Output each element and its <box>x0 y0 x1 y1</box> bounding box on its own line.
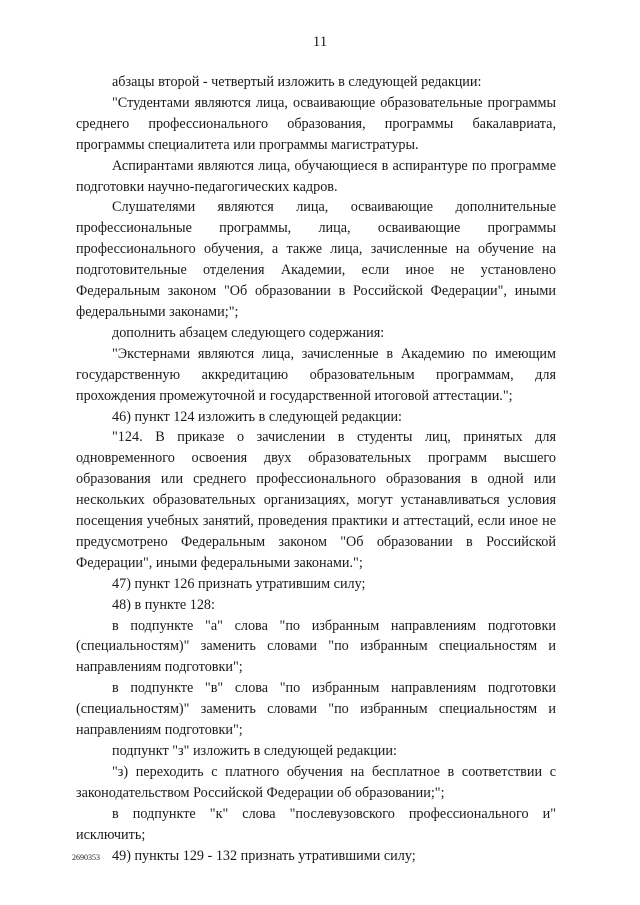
paragraph: "Студентами являются лица, осваивающие образовательные программы среднего профессионального образования, программы бакалавриата, программы специалитета или программы магистратуры. <box>76 94 556 153</box>
paragraph: "з) переходить с платного обучения на бесплатное в соответствии с законодательством Российской Федерации об образовании;"; <box>76 763 556 801</box>
paragraph: в подпункте "в" слова "по избранным направлениям подготовки (специальностям)" заменить словами "по избранным специальностям и направлениям подготовки"; <box>76 680 556 739</box>
paragraph: абзацы второй - четвертый изложить в следующей редакции: <box>112 74 482 90</box>
paragraph: в подпункте "к" слова "послевузовского профессионального и" исключить; <box>76 805 556 843</box>
document-code: 2690353 <box>72 853 100 862</box>
paragraph: 46) пункт 124 изложить в следующей редакции: <box>112 408 402 425</box>
paragraph: "124. В приказе о зачислении в студенты лиц, принятых для одновременного освоения двух образовательных программ высшего образования или среднего профессионального образования в одной или нескольких образовательных организациях, могут устанавливаться условия посещения учебных занятий, проведения практики и аттестаций, если иное не предусмотрено Федеральным законом "Об образовании в Российской Федерации", иными федеральными законами."; <box>76 429 556 571</box>
paragraph: дополнить абзацем следующего содержания: <box>112 324 385 341</box>
paragraph: в подпункте "а" слова "по избранным направлениям подготовки (специальностям)" заменить словами "по избранным специальностям и направлениям подготовки"; <box>76 617 556 676</box>
page-number: 11 <box>312 34 328 50</box>
paragraph: 49) пункты 129 - 132 признать утратившими силу; <box>112 847 416 864</box>
paragraph: 47) пункт 126 признать утратившим силу; <box>112 575 366 592</box>
paragraph: 48) в пункте 128: <box>112 596 215 613</box>
paragraph: "Экстернами являются лица, зачисленные в Академию по имеющим государственную аккредитацию образовательным программам, для прохождения промежуточной и государственной итоговой аттестации."; <box>76 345 556 404</box>
document-body <box>76 72 556 866</box>
paragraph: Аспирантами являются лица, обучающиеся в аспирантуре по программе подготовки научно-педагогических кадров. <box>76 157 556 195</box>
paragraph: Слушателями являются лица, осваивающие дополнительные профессиональные программы, лица, осваивающие программы профессионального обучения, а также лица, зачисленные на обучение на подготовительные отделения Академии, если иное не установлено Федеральным законом "Об образовании в Российской Федерации", иными федеральными законами;"; <box>76 199 556 320</box>
paragraph: подпункт "з" изложить в следующей редакции: <box>112 743 397 759</box>
